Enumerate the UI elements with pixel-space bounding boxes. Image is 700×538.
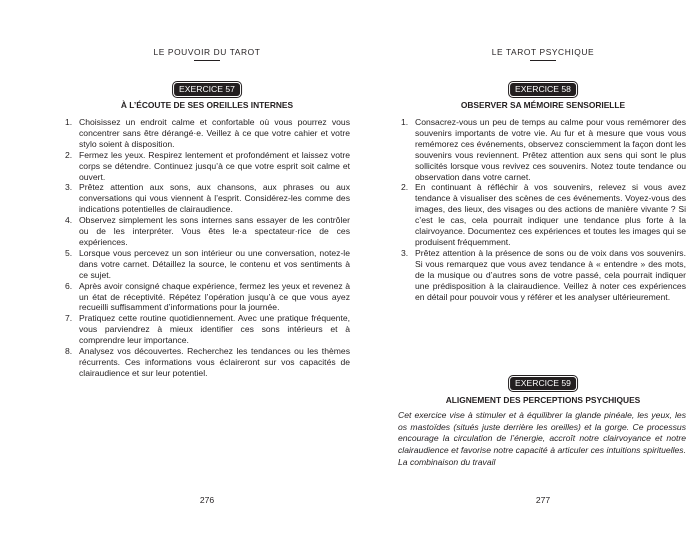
exercise-intro: Cet exercice vise à stimuler et à équilibrer la glande pinéale, les yeux, les os mastoïdes (situés juste derrière les oreilles) et la gorge. Ce processus encourage la circulation de l’énergie, accroît notre clairvoyance et notre clairaudience et favorise notre capacité à articuler ces intuitions spirituelles. La combinaison du travail <box>398 410 686 467</box>
page-number: 276 <box>199 495 215 505</box>
list-item <box>62 150 350 183</box>
exercise-badge: EXERCICE 58 <box>510 83 576 96</box>
step-text: Observez simplement les sons internes sans essayer de les contrôler ou de les interpréter. Vous êtes le·a spectateur·rice de ces expériences. <box>79 215 350 247</box>
step-number: 7. <box>65 313 73 324</box>
running-head: LE POUVOIR DU TAROT <box>153 47 261 57</box>
list-item <box>62 182 350 215</box>
list-item <box>398 117 686 182</box>
step-text: Prêtez attention aux sons, aux chansons, aux phrases ou aux conversations qui vous viennent à l’esprit. Considérez-les comme des indications potentielles de clairaudience. <box>79 182 350 215</box>
list-item <box>398 248 686 303</box>
step-text: Pratiquez cette routine quotidiennement. Avec une pratique fréquente, vous parviendrez à mieux identifier ces sons intérieurs et à comprendre leur importance. <box>79 313 350 346</box>
step-number: 8. <box>65 346 73 357</box>
list-item <box>62 281 350 314</box>
step-text: Après avoir consigné chaque expérience, fermez les yeux et revenez à un état de réceptivité. Répétez l’opération jusqu’à ce que vous ayez recueilli suffisamment d’informations pour la journée. <box>79 280 350 313</box>
step-text: En continuant à réfléchir à vos souvenirs, relevez si vous avez tendance à visualiser des scènes de ces événements. Voyez-vous des images, des lieux, des visages ou des actions de manière vivante ? Si c’est le cas, cela pourrait indiquer une tendance plus forte à la clairvoyance. Documentez ces expériences et toutes les images qui se produisent fréquemment. <box>415 182 686 247</box>
list-item <box>62 313 350 346</box>
exercise-title: OBSERVER SA MÉMOIRE SENSORIELLE <box>460 100 626 110</box>
running-head: LE TAROT PSYCHIQUE <box>491 47 595 57</box>
step-text: Prêtez attention à la présence de sons ou de voix dans vos souvenirs. Si vous remarquez que vous avez tendance à « entendre » des mots, de la musique ou d’autres sons de votre passé, cela pourrait indiquer une prédisposition à la clairaudience. Veillez à noter ces expériences en détail pour pouvoir vous y référer et les analyser ultérieurement. <box>415 247 686 302</box>
steps-list <box>62 117 350 379</box>
list-item <box>62 248 350 281</box>
left-page <box>62 0 352 538</box>
list-item <box>62 117 350 150</box>
list-item <box>398 182 686 247</box>
step-number: 2. <box>401 182 409 193</box>
steps-list <box>398 117 686 302</box>
exercise-title: À L’ÉCOUTE DE SES OREILLES INTERNES <box>120 100 294 110</box>
list-item <box>62 215 350 248</box>
step-number: 2. <box>65 149 73 160</box>
exercise-badge: EXERCICE 59 <box>510 377 576 390</box>
step-text: Choisissez un endroit calme et confortable où vous pourrez vous concentrer sans être dérangé·e. Veillez à ce que votre cahier et votre stylo soient à disposition. <box>79 117 350 149</box>
step-text: Lorsque vous percevez un son intérieur ou une conversation, notez-le dans votre carnet. Détaillez la source, le contenu et vos sentiments à ce sujet. <box>79 247 350 280</box>
step-number: 4. <box>65 215 73 226</box>
step-number: 5. <box>65 247 73 258</box>
exercise-badge: EXERCICE 57 <box>174 83 240 96</box>
step-number: 1. <box>401 117 409 127</box>
right-page <box>398 0 688 538</box>
exercise-title: ALIGNEMENT DES PERCEPTIONS PSYCHIQUES <box>445 395 641 405</box>
running-head-rule <box>530 60 556 61</box>
list-item <box>62 346 350 379</box>
step-number: 3. <box>401 247 409 258</box>
page-number: 277 <box>535 495 551 505</box>
step-number: 1. <box>65 117 73 127</box>
step-number: 6. <box>65 280 73 291</box>
step-text: Analysez vos découvertes. Recherchez les tendances ou les thèmes récurrents. Ces informations vous éclaireront sur vos capacités de clairaudience et sur leur potentiel. <box>79 346 350 378</box>
step-text: Fermez les yeux. Respirez lentement et profondément et laissez votre corps se détendre. Continuez jusqu’à ce que votre esprit soit calme et ouvert. <box>79 149 350 182</box>
step-text: Consacrez-vous un peu de temps au calme pour vous remémorer des souvenirs importants de votre vie. Au fur et à mesure que vous vous remémorez ces événements, observez consciemment la façon dont les souvenirs vous reviennent. Prêtez attention aux sens qui sont le plus sollicités lorsque vous revivez ces souvenirs. Notez toute tendance ou observation dans votre carnet. <box>415 117 686 182</box>
running-head-rule <box>194 60 220 61</box>
step-number: 3. <box>65 182 73 193</box>
